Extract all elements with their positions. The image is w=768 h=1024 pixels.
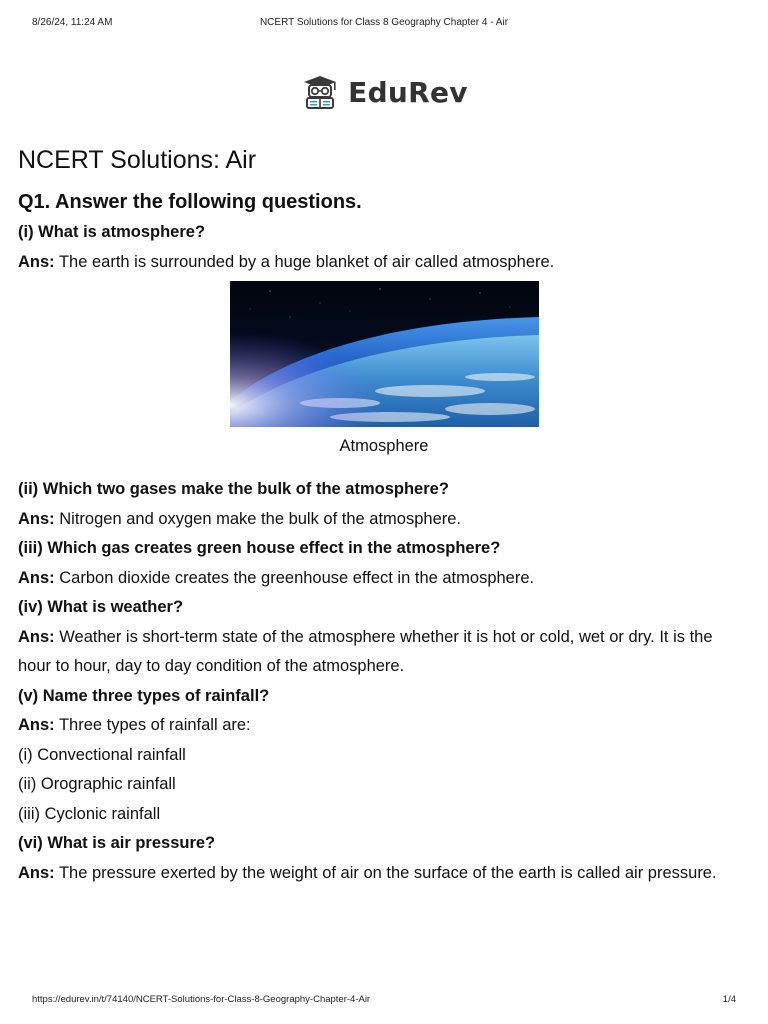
student-reading-icon [300, 74, 340, 110]
print-datetime: 8/26/24, 11:24 AM [32, 17, 113, 28]
answer-text: The pressure exerted by the weight of air on the surface of the earth is called air pressure. [58, 863, 717, 882]
question: (iv) What is weather? [18, 598, 184, 616]
atmosphere-image [230, 281, 539, 427]
page-title: NCERT Solutions: Air [18, 146, 257, 174]
ans-label: Ans: [18, 716, 55, 734]
answer-text: Carbon dioxide creates the greenhouse effect in the atmosphere. [59, 568, 535, 587]
print-doc-title: NCERT Solutions for Class 8 Geography Chapter 4 - Air [259, 17, 509, 28]
page-number: 1/4 [722, 994, 736, 1005]
edurev-logo[interactable] [0, 72, 768, 112]
answer [18, 505, 750, 535]
answer [18, 623, 750, 682]
ans-label: Ans: [18, 252, 55, 271]
ans-label: Ans: [18, 863, 55, 882]
question: (iii) Which gas creates green house effect in the atmosphere? [18, 539, 501, 557]
ans-label: Ans: [18, 568, 55, 587]
answer-text: The earth is surrounded by a huge blanket of air called atmosphere. [58, 252, 555, 271]
answer [18, 564, 750, 594]
question: (vi) What is air pressure? [18, 834, 216, 852]
answer [18, 711, 750, 741]
answer-text: Three types of rainfall are: [58, 716, 251, 734]
article [18, 140, 750, 888]
ans-label: Ans: [18, 627, 55, 646]
list-item: (iii) Cyclonic rainfall [18, 804, 161, 823]
print-footer [32, 994, 736, 1006]
atmosphere-figure [18, 281, 750, 461]
list-item: (i) Convectional rainfall [18, 745, 186, 764]
answer [18, 859, 750, 889]
question: (ii) Which two gases make the bulk of the atmosphere? [18, 480, 449, 498]
answer [18, 248, 750, 278]
question: (i) What is atmosphere? [18, 223, 206, 241]
ans-label: Ans: [18, 509, 55, 528]
brand-name: EduRev [348, 75, 468, 109]
section-title: Q1. Answer the following questions. [18, 191, 362, 213]
figure-caption: Atmosphere [339, 437, 429, 455]
list-item: (ii) Orographic rainfall [18, 775, 176, 793]
page-url[interactable]: https://edurev.in/t/74140/NCERT-Solutions-for-Class-8-Geography-Chapter-4-Air [32, 994, 371, 1005]
answer-text: Nitrogen and oxygen make the bulk of the atmosphere. [59, 509, 462, 528]
answer-text: Weather is short-term state of the atmosphere whether it is hot or cold, wet or dry. It is the hour to hour, day to day condition of the atmosphere. [18, 627, 713, 675]
print-header [32, 17, 736, 31]
question: (v) Name three types of rainfall? [18, 686, 270, 705]
